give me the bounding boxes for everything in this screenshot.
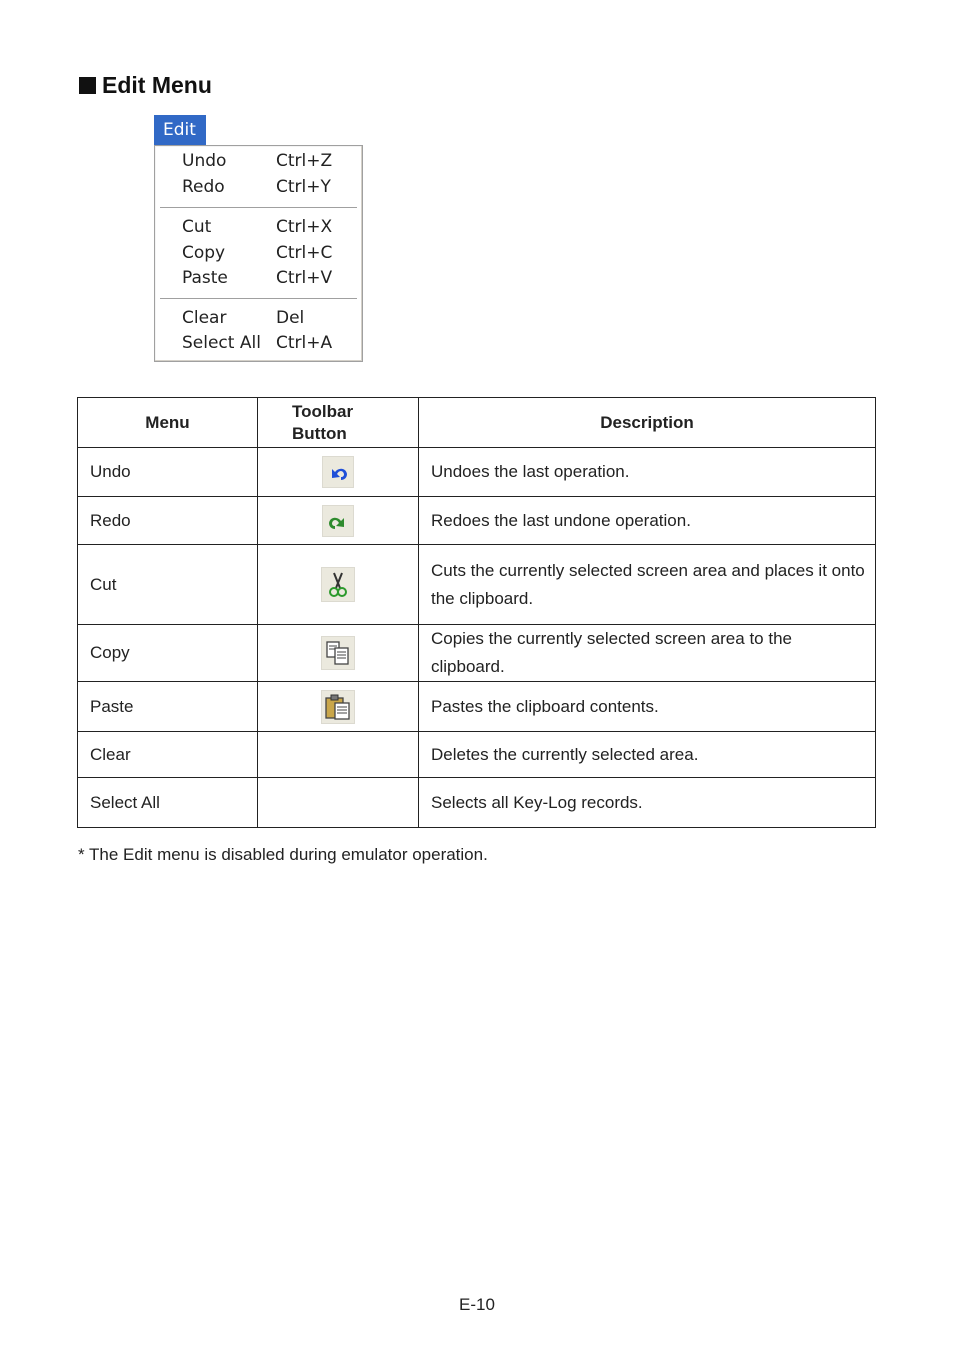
cell-toolbar-button — [258, 448, 419, 497]
menu-item-label: Select All — [182, 333, 261, 353]
cut-icon — [321, 567, 355, 602]
menu-item-label: Clear — [182, 308, 227, 328]
table-row — [78, 497, 876, 545]
menu-item-label: Paste — [182, 268, 228, 288]
edit-menu-dropdown — [154, 145, 363, 362]
table-row — [78, 778, 876, 828]
menu-separator — [160, 298, 357, 300]
cell-toolbar-button — [258, 497, 419, 545]
menu-item-label: Undo — [182, 151, 227, 171]
paste-icon — [321, 690, 355, 724]
cell-toolbar-button — [258, 625, 419, 682]
menu-item-label: Copy — [182, 243, 226, 263]
section-heading — [79, 72, 212, 99]
header-toolbar-line1: Toolbar — [292, 401, 354, 421]
cell-description: Selects all Key-Log records. — [419, 778, 876, 828]
footnote: * The Edit menu is disabled during emulator operation. — [78, 845, 488, 864]
menu-item-undo[interactable] — [182, 149, 352, 173]
menu-item-label: Cut — [182, 217, 212, 237]
menu-item-select-all[interactable] — [182, 331, 352, 355]
menu-item-label: Redo — [182, 177, 225, 197]
table-row — [78, 625, 876, 682]
menu-item-redo[interactable] — [182, 175, 352, 199]
menu-item-clear[interactable] — [182, 306, 352, 330]
header-menu: Menu — [78, 398, 258, 448]
cell-description: Cuts the currently selected screen area and places it onto the clipboard. — [419, 545, 876, 625]
cell-description: Redoes the last undone operation. — [419, 497, 876, 545]
cell-toolbar-button — [258, 682, 419, 732]
page-number: E-10 — [459, 1295, 495, 1314]
cell-menu: Undo — [78, 448, 258, 497]
cell-description: Copies the currently selected screen area to the clipboard. — [419, 625, 876, 682]
square-bullet-icon — [79, 77, 96, 94]
menu-item-copy[interactable] — [182, 241, 352, 265]
menu-separator — [160, 207, 357, 209]
menu-item-shortcut: Ctrl+C — [276, 243, 333, 263]
cell-menu: Select All — [78, 778, 258, 828]
menu-item-cut[interactable] — [182, 215, 352, 239]
table-row — [78, 545, 876, 625]
cell-menu: Clear — [78, 732, 258, 778]
cell-toolbar-button — [258, 732, 419, 778]
menu-item-shortcut: Ctrl+Z — [276, 151, 333, 171]
cell-menu: Cut — [78, 545, 258, 625]
cell-description: Undoes the last operation. — [419, 448, 876, 497]
edit-menu-table — [77, 397, 876, 828]
table-row — [78, 682, 876, 732]
header-toolbar-button — [258, 398, 419, 448]
table-row — [78, 448, 876, 497]
menu-bar-edit[interactable]: Edit — [154, 115, 206, 145]
menu-item-shortcut: Ctrl+A — [276, 333, 333, 353]
section-title: Edit Menu — [102, 72, 212, 98]
undo-icon — [322, 456, 354, 488]
copy-icon — [321, 636, 355, 670]
cell-description: Pastes the clipboard contents. — [419, 682, 876, 732]
cell-menu: Paste — [78, 682, 258, 732]
header-description: Description — [419, 398, 876, 448]
cell-toolbar-button — [258, 778, 419, 828]
cell-menu: Copy — [78, 625, 258, 682]
header-toolbar-line2: Button — [292, 423, 347, 443]
table-row — [78, 732, 876, 778]
redo-icon — [322, 505, 354, 537]
table-header-row — [78, 398, 876, 448]
menu-item-shortcut: Ctrl+Y — [276, 177, 331, 197]
cell-toolbar-button — [258, 545, 419, 625]
menu-item-shortcut: Ctrl+X — [276, 217, 333, 237]
cell-menu: Redo — [78, 497, 258, 545]
menu-item-paste[interactable] — [182, 266, 352, 290]
menu-item-shortcut: Del — [276, 308, 305, 328]
cell-description: Deletes the currently selected area. — [419, 732, 876, 778]
menu-item-shortcut: Ctrl+V — [276, 268, 333, 288]
